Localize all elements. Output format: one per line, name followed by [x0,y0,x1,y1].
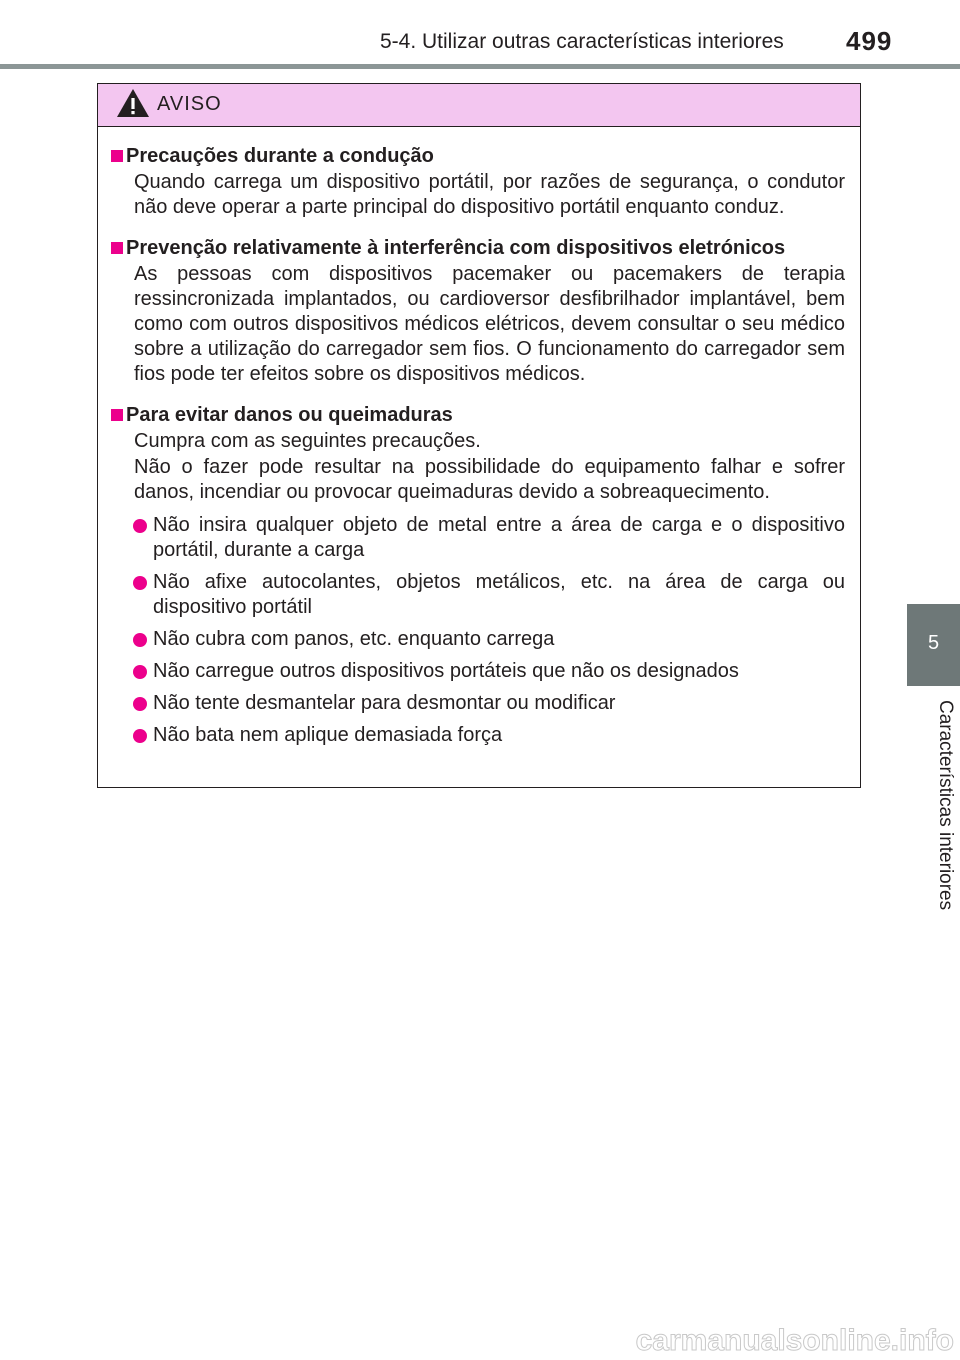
round-bullet-icon [133,665,147,679]
bullet-list [109,513,845,748]
list-item-text: Não cubra com panos, etc. enquanto carrega [153,628,555,650]
section-heading-text: Prevenção relativamente à interferência com dispositivos eletrónicos [126,237,786,259]
round-bullet-icon [133,697,147,711]
paragraph: Cumpra com as seguintes precauções. [134,430,481,452]
square-bullet-icon [111,150,123,162]
section-heading [109,402,845,428]
section-heading-text: Precauções durante a condução [126,145,434,167]
section-heading [109,235,845,261]
section-heading-text: Para evitar danos ou queimaduras [126,404,453,426]
list-item [109,691,845,716]
paragraph: Quando carrega um dispositivo portátil, por razões de segurança, o condutor não deve operar a parte principal do dispositivo portátil enquanto conduz. [134,171,845,218]
warning-triangle-icon [116,88,150,118]
list-item [109,659,845,684]
list-item-text: Não insira qualquer objeto de metal entre a área de carga e o dispositivo portátil, durante a carga [153,514,845,561]
section-title: 5-4. Utilizar outras características interiores [380,30,784,53]
list-item-text: Não tente desmantelar para desmontar ou modificar [153,692,616,714]
chapter-title: Características interiores [935,700,956,911]
list-item [109,627,845,652]
round-bullet-icon [133,519,147,533]
chapter-tab [907,604,960,686]
watermark [565,1318,955,1358]
watermark-text: carmanualsonline.info [635,1324,954,1357]
list-item-text: Não bata nem aplique demasiada força [153,724,503,746]
header-divider [0,64,960,69]
warning-section [109,402,845,748]
warning-box [97,83,861,788]
chapter-number: 5 [927,632,940,654]
round-bullet-icon [133,729,147,743]
warning-section [109,143,845,220]
paragraph: As pessoas com dispositivos pacemaker ou pacemakers de terapia ressincronizada implantados, ou cardioversor desfibrilhador implantável, bem como com outros dispositivos médicos elétricos, devem consultar o seu médico sobre a utilização do carregador sem fios. O funcionamento do carregador sem fios pode ter efeitos sobre os dispositivos médicos. [134,263,845,385]
round-bullet-icon [133,633,147,647]
section-heading [109,143,845,169]
list-item-text: Não afixe autocolantes, objetos metálicos, etc. na área de carga ou dispositivo portátil [153,571,845,618]
list-item [109,513,845,563]
warning-body [98,128,860,755]
warning-section [109,235,845,387]
list-item [109,570,845,620]
list-item [109,723,845,748]
round-bullet-icon [133,576,147,590]
page-number: 499 [846,26,893,56]
list-item-text: Não carregue outros dispositivos portáteis que não os designados [153,660,739,682]
warning-header [98,84,860,127]
paragraph: Não o fazer pode resultar na possibilidade do equipamento falhar e sofrer danos, incendiar ou provocar queimaduras devido a sobreaquecimento. [134,456,845,503]
square-bullet-icon [111,242,123,254]
warning-title: AVISO [157,93,222,115]
square-bullet-icon [111,409,123,421]
